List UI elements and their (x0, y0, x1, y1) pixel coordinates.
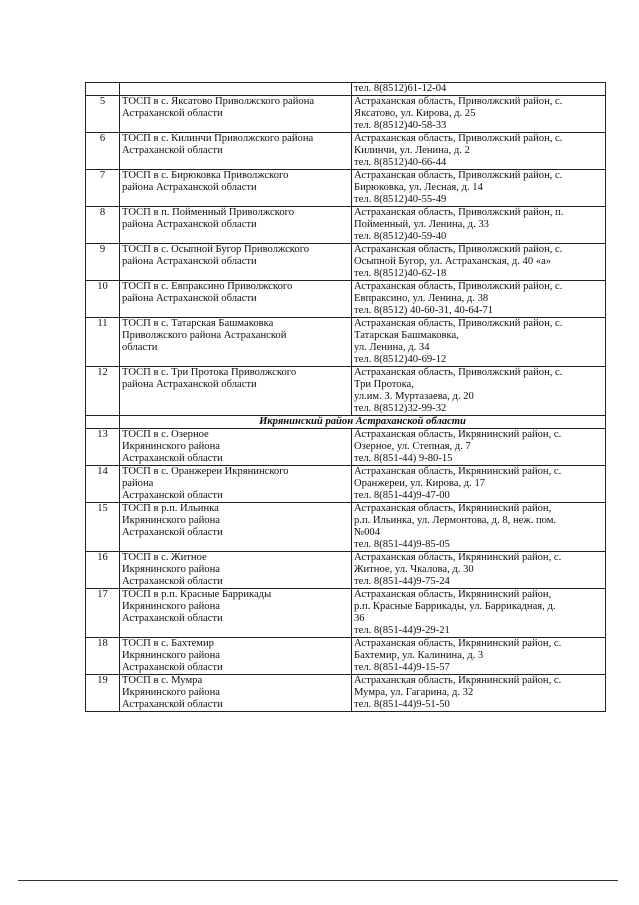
office-name-line: ТОСП в с. Яксатово Приволжского района (122, 96, 315, 107)
office-name-line: Астраханской области (122, 490, 223, 501)
address-line: р.п. Ильинка, ул. Лермонтова, д. 8, неж. пом. (354, 515, 557, 526)
office-name-line: Приволжского района Астраханской (122, 330, 287, 341)
row-number: 14 (86, 466, 120, 503)
address-line: Евпраксино, ул. Ленина, д. 38 (354, 293, 489, 304)
address-line: тел. 8(851-44)9-29-21 (354, 625, 450, 636)
table-row (86, 244, 606, 281)
address-line: Астраханская область, Приволжский район, с. (354, 96, 563, 107)
address-cell (352, 466, 606, 503)
office-name-line: района Астраханской области (122, 256, 257, 267)
section-heading-row (86, 416, 606, 429)
address-cell (352, 503, 606, 552)
address-line: Озерное, ул. Степная, д. 7 (354, 441, 471, 452)
office-name-line: Астраханской области (122, 145, 223, 156)
office-name-cell (120, 466, 352, 503)
table-row (86, 638, 606, 675)
address-line: Астраханская область, Икрянинский район, с. (354, 552, 562, 563)
address-line: Астраханская область, Икрянинский район, (354, 503, 552, 514)
address-cell (352, 318, 606, 367)
address-line: Астраханская область, Приволжский район, с. (354, 367, 563, 378)
table-row (86, 675, 606, 712)
address-line: тел. 8(851-44)9-51-50 (354, 699, 450, 710)
address-cell (352, 367, 606, 416)
table-row (86, 207, 606, 244)
address-line: тел. 8(851-44)9-47-00 (354, 490, 450, 501)
office-name-line: Астраханской области (122, 699, 223, 710)
table-row (86, 170, 606, 207)
office-name-line: Икрянинского района (122, 564, 220, 575)
office-name-line: ТОСП в с. Татарская Башмаковка (122, 318, 274, 329)
address-line: тел. 8(851-44)9-75-24 (354, 576, 450, 587)
address-cell (352, 638, 606, 675)
office-name-line: Икрянинского района (122, 650, 220, 661)
office-name-line: Астраханской области (122, 108, 223, 119)
address-cell (352, 133, 606, 170)
address-line: ул. Ленина, д. 34 (354, 342, 430, 353)
table-row (86, 318, 606, 367)
office-name-line: района (122, 478, 154, 489)
table-row (86, 552, 606, 589)
address-line: Астраханская область, Икрянинский район, с. (354, 429, 562, 440)
office-name-line: Астраханской области (122, 613, 223, 624)
address-cell (352, 429, 606, 466)
office-name-line: ТОСП в с. Оранжереи Икрянинского (122, 466, 289, 477)
office-name-line: ТОСП в с. Евпраксино Приволжского (122, 281, 293, 292)
address-line: Татарская Башмаковка, (354, 330, 459, 341)
office-name-cell (120, 244, 352, 281)
row-number: 17 (86, 589, 120, 638)
address-cell (352, 207, 606, 244)
table-row (86, 589, 606, 638)
office-name-cell (120, 589, 352, 638)
section-heading-body (86, 416, 606, 429)
office-name-cell (120, 675, 352, 712)
row-number: 12 (86, 367, 120, 416)
row-number: 8 (86, 207, 120, 244)
office-name-line: ТОСП в р.п. Ильинка (122, 503, 219, 514)
office-name-line: района Астраханской области (122, 293, 257, 304)
address-line: р.п. Красные Баррикады, ул. Баррикадная, д. (354, 601, 556, 612)
phone-line: тел. 8(8512)61-12-04 (354, 83, 447, 94)
office-name-line: Икрянинского района (122, 687, 220, 698)
table-row (86, 503, 606, 552)
offices-table (85, 82, 606, 712)
office-name-line: Астраханской области (122, 527, 223, 538)
office-name-cell (120, 281, 352, 318)
office-name-line: ТОСП в с. Три Протока Приволжского (122, 367, 297, 378)
address-line: тел. 8(8512)32-99-32 (354, 403, 447, 414)
office-name-line: ТОСП в с. Озерное (122, 429, 209, 440)
table-row (86, 466, 606, 503)
office-name-cell (120, 83, 352, 96)
address-line: Астраханская область, Приволжский район, с. (354, 133, 563, 144)
section-heading: Икрянинский район Астраханской области (120, 416, 606, 429)
office-name-line: Икрянинского района (122, 441, 220, 452)
address-line: тел. 8(8512)40-69-12 (354, 354, 447, 365)
priyolzhsky-rows (86, 96, 606, 416)
table-row (86, 429, 606, 466)
row-number: 15 (86, 503, 120, 552)
address-line: Житное, ул. Чкалова, д. 30 (354, 564, 474, 575)
office-name-line: ТОСП в с. Бахтемир (122, 638, 214, 649)
address-cell (352, 552, 606, 589)
office-name-line: Икрянинского района (122, 515, 220, 526)
row-number-cell (86, 83, 120, 96)
row-number: 18 (86, 638, 120, 675)
office-name-line: района Астраханской области (122, 182, 257, 193)
row-number: 13 (86, 429, 120, 466)
address-cell (352, 83, 606, 96)
address-line: Астраханская область, Икрянинский район, с. (354, 675, 562, 686)
address-line: тел. 8(8512)40-66-44 (354, 157, 447, 168)
address-line: Три Протока, (354, 379, 414, 390)
office-name-line: ТОСП в с. Килинчи Приволжского района (122, 133, 314, 144)
row-number: 9 (86, 244, 120, 281)
office-name-cell (120, 367, 352, 416)
row-number: 5 (86, 96, 120, 133)
address-line: тел. 8(851-44)9-15-57 (354, 662, 450, 673)
address-line: тел. 8(8512)40-55-49 (354, 194, 447, 205)
table-row-continued (86, 83, 606, 96)
address-line: Астраханская область, Приволжский район, п. (354, 207, 564, 218)
row-number: 6 (86, 133, 120, 170)
office-name-cell (120, 638, 352, 675)
address-line: Мумра, ул. Гагарина, д. 32 (354, 687, 474, 698)
office-name-cell (120, 207, 352, 244)
office-name-cell (120, 429, 352, 466)
office-name-line: Астраханской области (122, 576, 223, 587)
ikryaninsky-rows (86, 429, 606, 712)
office-name-line: ТОСП в с. Житное (122, 552, 207, 563)
office-name-line: ТОСП в р.п. Красные Баррикады (122, 589, 272, 600)
row-number: 11 (86, 318, 120, 367)
address-cell (352, 96, 606, 133)
office-name-cell (120, 133, 352, 170)
table-row (86, 281, 606, 318)
address-line: Оранжереи, ул. Кирова, д. 17 (354, 478, 486, 489)
row-number: 7 (86, 170, 120, 207)
address-line: Бирюковка, ул. Лесная, д. 14 (354, 182, 483, 193)
address-line: тел. 8(8512)40-59-40 (354, 231, 447, 242)
table-row (86, 133, 606, 170)
address-cell (352, 675, 606, 712)
row-number: 16 (86, 552, 120, 589)
section-heading-empty-cell (86, 416, 120, 429)
office-name-line: ТОСП в с. Бирюковка Приволжского (122, 170, 289, 181)
office-name-line: области (122, 342, 158, 353)
address-line: тел. 8(851-44)9-85-05 (354, 539, 450, 550)
address-line: Осыпной Бугор, ул. Астраханская, д. 40 «а» (354, 256, 552, 267)
office-name-cell (120, 552, 352, 589)
document-page (85, 82, 605, 712)
office-name-cell (120, 96, 352, 133)
table-row (86, 367, 606, 416)
address-cell (352, 244, 606, 281)
address-line: Килинчи, ул. Ленина, д. 2 (354, 145, 470, 156)
office-name-line: Астраханской области (122, 453, 223, 464)
office-name-line: ТОСП в п. Пойменный Приволжского (122, 207, 294, 218)
page-bottom-rule (18, 880, 618, 881)
office-name-line: района Астраханской области (122, 219, 257, 230)
address-line: Астраханская область, Приволжский район, с. (354, 318, 563, 329)
address-line: Астраханская область, Приволжский район, с. (354, 281, 563, 292)
address-line: Астраханская область, Икрянинский район, с. (354, 466, 562, 477)
address-line: 36 (354, 613, 365, 624)
address-line: Астраханская область, Икрянинский район, с. (354, 638, 562, 649)
office-name-cell (120, 503, 352, 552)
office-name-cell (120, 318, 352, 367)
address-line: тел. 8(851-44) 9-80-15 (354, 453, 453, 464)
address-line: Астраханская область, Приволжский район, с. (354, 244, 563, 255)
address-cell (352, 170, 606, 207)
address-line: тел. 8(8512)40-58-33 (354, 120, 447, 131)
address-line: №004 (354, 527, 380, 538)
address-line: Астраханская область, Икрянинский район, (354, 589, 552, 600)
office-name-line: ТОСП в с. Осыпной Бугор Приволжского (122, 244, 310, 255)
office-name-cell (120, 170, 352, 207)
address-line: тел. 8(8512) 40-60-31, 40-64-71 (354, 305, 494, 316)
office-name-line: Икрянинского района (122, 601, 220, 612)
row-number: 19 (86, 675, 120, 712)
office-name-line: района Астраханской области (122, 379, 257, 390)
address-line: Яксатово, ул. Кирова, д. 25 (354, 108, 476, 119)
table-row (86, 96, 606, 133)
address-line: Пойменный, ул. Ленина, д. 33 (354, 219, 489, 230)
row-number: 10 (86, 281, 120, 318)
office-name-line: Астраханской области (122, 662, 223, 673)
address-line: ул.им. З. Муртазаева, д. 20 (354, 391, 474, 402)
address-line: тел. 8(8512)40-62-18 (354, 268, 447, 279)
address-cell (352, 281, 606, 318)
address-cell (352, 589, 606, 638)
address-line: Астраханская область, Приволжский район, с. (354, 170, 563, 181)
address-line: Бахтемир, ул. Калинина, д. 3 (354, 650, 484, 661)
office-name-line: ТОСП в с. Мумра (122, 675, 203, 686)
table-body (86, 83, 606, 96)
